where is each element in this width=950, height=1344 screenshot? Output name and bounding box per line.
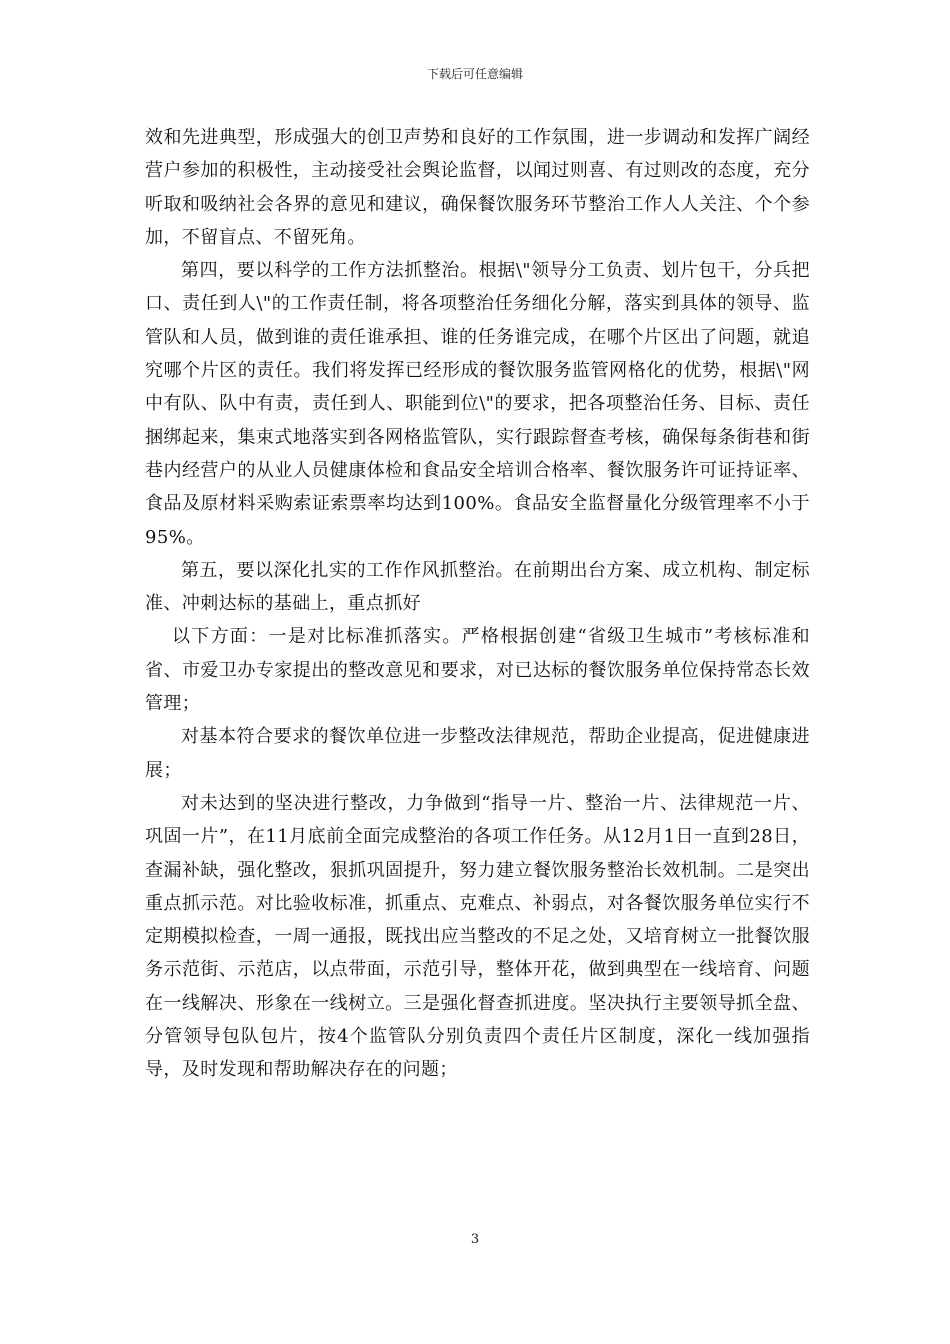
paragraph-continuation: 效和先进典型，形成强大的创卫声势和良好的工作氛围，进一步调动和发挥广阔经营户参加的积极性，主动接受社会舆论监督，以闻过则喜、有过则改的态度，充分听取和吸纳社会各界的意见和建议，确保餐饮服务环节整治工作人人关注、个个参加，不留盲点、不留死角。 (145, 127, 810, 248)
page-header: 下载后可任意编辑 (426, 67, 523, 81)
paragraph-fourth-point: 第四，要以科学的工作方法抓整治。根据\"领导分工负责、划片包干，分兵把口、责任到人\"的工作责任制，将各项整治任务细化分解，落实到具体的领导、监管队和人员，做到谁的责任谁承担、谁的任务谁完成，在哪个片区出了问题，就追究哪个片区的责任。我们将发挥已经形成的餐饮服务监管网格化的优势，根据\"网中有队、队中有责，责任到人、职能到位\"的要求，把各项整治任务、目标、责任捆绑起来，集束式地落实到各网格监管队，实行跟踪督查考核，确保每条街巷和街巷内经营户的从业人员健康体检和食品安全培训合格率、餐饮服务许可证持证率、食品及原材料采购索证索票率均达到100%。食品安全监督量化分级管理率不小于95%。 (145, 260, 810, 548)
page-number: 3 (470, 1232, 480, 1247)
paragraph-rectification: 对未达到的坚决进行整改，力争做到“指导一片、整治一片、法律规范一片、巩固一片”，在11月底前全面完成整治的各项工作任务。从12月1日一直到28日，查漏补缺，强化整改，狠抓巩固提升，努力建立餐饮服务整治长效机制。二是突出重点抓示范。对比验收标准，抓重点、克难点、补弱点，对各餐饮服务单位实行不定期模拟检查，一周一通报，既找出应当整改的不足之处，又培育树立一批餐饮服务示范街、示范店，以点带面，示范引导，整体开花，做到典型在一线培育、问题在一线解决、形象在一线树立。三是强化督查抓进度。坚决执行主要领导抓全盘、分管领导包队包片，按4个监管队分别负责四个责任片区制度，深化一线加强指导，及时发现和帮助解决存在的问题； (145, 792, 810, 1081)
paragraph-aspects: 以下方面：一是对比标准抓落实。严格根据创建“省级卫生城市”考核标准和省、市爱卫办专家提出的整改意见和要求，对已达标的餐饮服务单位保持常态长效管理； (145, 626, 810, 715)
paragraph-basic-compliance: 对基本符合要求的餐饮单位进一步整改法律规范，帮助企业提高，促进健康进展； (145, 726, 810, 781)
paragraph-fifth-point: 第五，要以深化扎实的工作作风抓整治。在前期出台方案、成立机构、制定标准、冲刺达标的基础上，重点抓好 (145, 559, 810, 615)
document-body (145, 121, 810, 1087)
